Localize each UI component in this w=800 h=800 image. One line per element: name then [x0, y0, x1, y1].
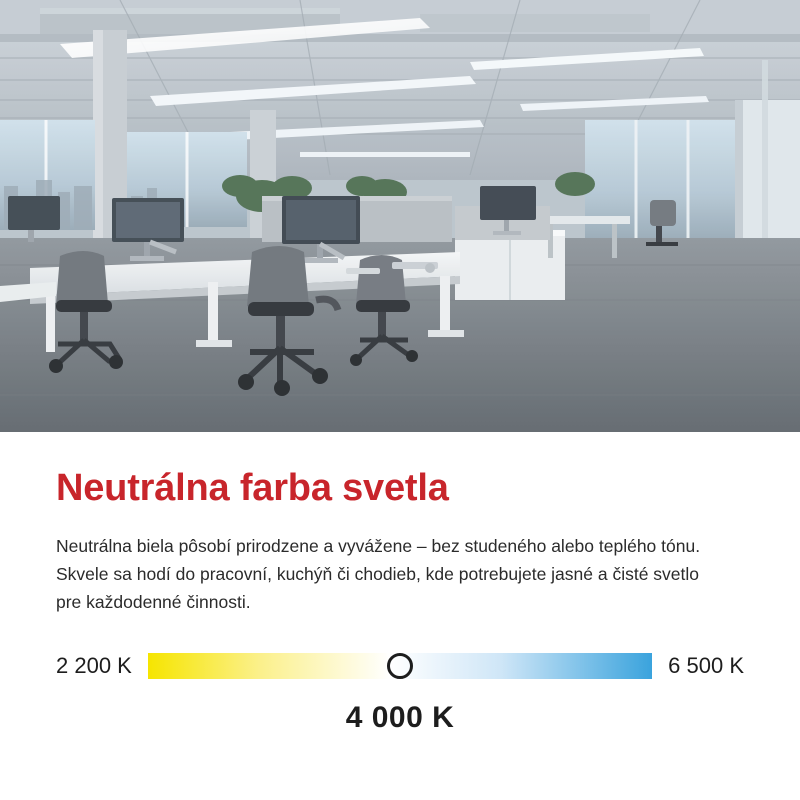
color-temperature-scale	[56, 653, 744, 679]
description-text: Neutrálna biela pôsobí prirodzene a vyvážene – bez studeného alebo teplého tónu. Skvele sa hodí do pracovní, kuchýň či chodieb, kde potrebujete jasné a čisté svetlo pre každodenné činnosti.	[56, 535, 701, 613]
scale-min-label: 2 200 K	[56, 652, 132, 678]
text-content	[0, 432, 800, 800]
scale-knob-indicator[interactable]	[387, 653, 413, 679]
scale-max-label: 6 500 K	[668, 652, 744, 678]
current-color-temperature-value: 4 000 K	[345, 700, 455, 734]
page-title: Neutrálna farba svetla	[56, 467, 449, 509]
scale-bar-wrapper[interactable]	[148, 653, 652, 679]
